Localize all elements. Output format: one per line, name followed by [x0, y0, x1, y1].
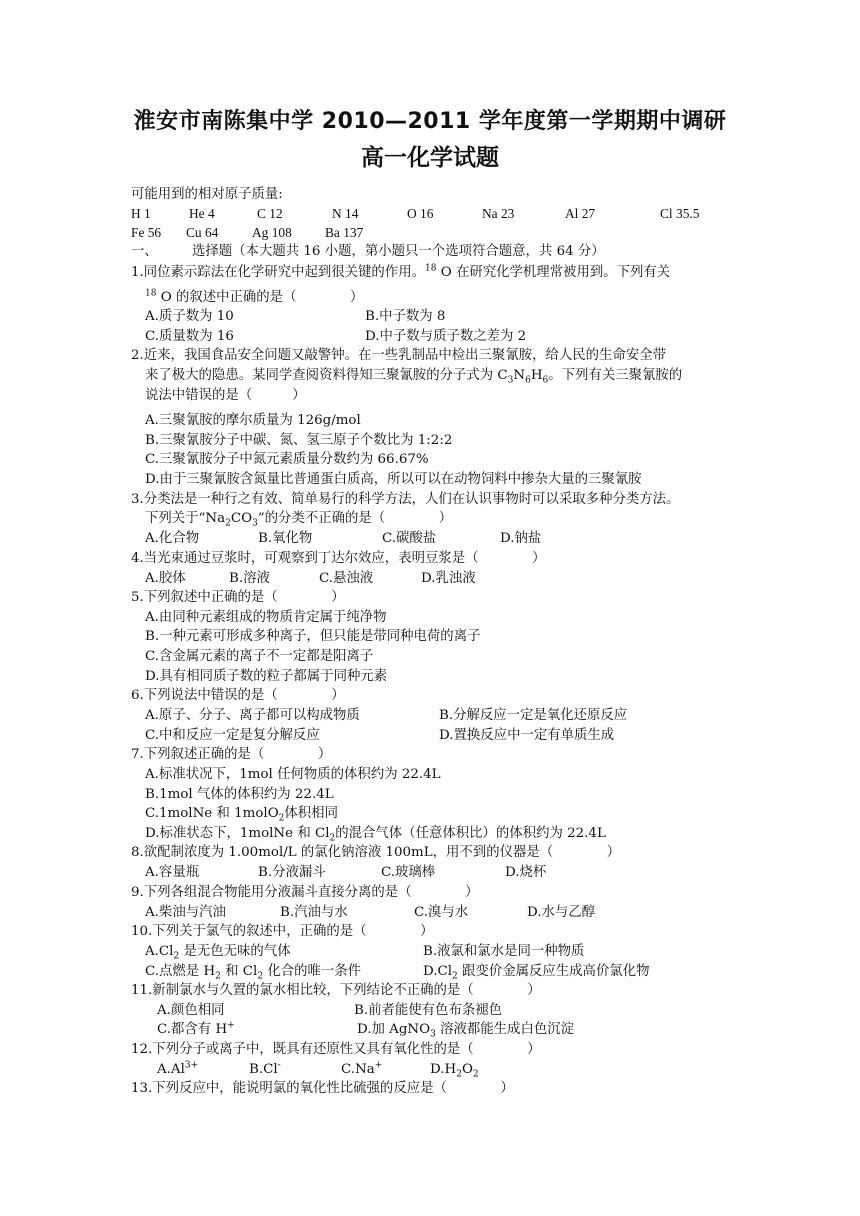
question-7-line-1: 7.下列叙述正确的是（ ）	[131, 747, 332, 762]
mass-fe: Fe 56	[131, 225, 162, 240]
question-11-line-1: 11.新制氯水与久置的氯水相比较，下列结论不正确的是（ ）	[131, 983, 541, 998]
q12-a-sup: 3+	[184, 1060, 199, 1071]
q9-option-a: A.柴油与汽油	[145, 905, 226, 920]
q2-option-b: B.三聚氰胺分子中碳、氮、氢三原子个数比为 1:2:2	[145, 433, 453, 448]
q10-option-a	[145, 943, 291, 960]
q12-d-sub-1: 2	[456, 1069, 462, 1080]
q2-option-c: C.三聚氰胺分子中氮元素质量分数约为 66.67%	[145, 452, 429, 467]
q5-option-a: A.由同种元素组成的物质肯定属于纯净物	[145, 610, 387, 625]
q5-option-c: C.含金属元素的离子不一定都是阳离子	[145, 649, 374, 664]
q4-option-d: D.乳浊液	[421, 571, 476, 586]
question-3-line-1: 3.分类法是一种行之有效、简单易行的科学方法，人们在认识事物时可以采取多种分类方法。	[131, 492, 680, 507]
q2-h: H	[530, 368, 543, 383]
q1-text-c: O 的叙述中正确的是（ ）	[160, 290, 364, 305]
q10-option-b: B.液氯和氯水是同一种物质	[423, 944, 585, 959]
q2-sub-n: 6	[525, 375, 531, 386]
exam-subtitle: 高一化学试题	[361, 145, 499, 171]
q4-option-c: C.悬浊液	[319, 571, 374, 586]
mass-al: Al 27	[565, 206, 596, 221]
q12-d-sub-2: 2	[472, 1069, 479, 1080]
q7-d-sub: 2	[329, 833, 336, 844]
mass-na: Na 23	[482, 206, 515, 221]
q12-option-a	[157, 1061, 198, 1078]
exam-title: 淮安市南陈集中学 2010—2011 学年度第一学期期中调研	[133, 109, 727, 134]
q3-option-d: D.钠盐	[500, 531, 542, 546]
q8-option-c: C.玻璃棒	[381, 865, 436, 880]
mass-n: N 14	[332, 206, 359, 221]
q7-c-text-a: C.1molNe 和 1molO	[145, 806, 279, 821]
q6-option-d: D.置换反应中一定有单质生成	[439, 728, 615, 743]
q7-option-a: A.标准状况下，1mol 任何物质的体积约为 22.4L	[145, 767, 441, 782]
q7-option-c	[145, 805, 338, 822]
q3-option-c: C.碳酸盐	[382, 531, 437, 546]
q3-option-b: B.氧化物	[258, 531, 313, 546]
question-2-line-3: 说法中错误的是（ ）	[145, 388, 306, 403]
question-4-line-1: 4.当光束通过豆浆时，可观察到丁达尔效应，表明豆浆是（ ）	[131, 551, 546, 566]
q2-option-a: A.三聚氰胺的摩尔质量为 126g/mol	[145, 413, 361, 428]
q6-option-b: B.分解反应一定是氧化还原反应	[439, 708, 628, 723]
q12-a-text: A.Al	[157, 1062, 185, 1077]
q10-c-sub-2: 2	[257, 971, 264, 982]
q7-d-text-b: 的混合气体（任意体积比）的体积约为 22.4L	[335, 826, 606, 841]
q12-b-text: B.Cl	[249, 1062, 278, 1077]
q4-option-a: A.胶体	[145, 571, 186, 586]
q6-option-a: A.原子、分子、离子都可以构成物质	[145, 708, 360, 723]
question-6-line-1: 6.下列说法中错误的是（ ）	[131, 688, 345, 703]
q1-isotope-sup: 18	[424, 263, 437, 274]
mass-he: He 4	[189, 206, 215, 221]
q8-option-d: D.烧杯	[505, 865, 547, 880]
q11-option-b: B.前者能使有色布条褪色	[354, 1003, 503, 1018]
q12-c-text: C.Na	[341, 1062, 375, 1077]
atomic-mass-intro: 可能用到的相对原子质量:	[131, 187, 283, 202]
q12-option-d	[430, 1061, 479, 1078]
q2-sub-h: 6	[542, 375, 549, 386]
q7-c-sub: 2	[278, 813, 285, 824]
mass-cl: Cl 35.5	[660, 206, 700, 221]
q10-a-sub: 2	[173, 951, 180, 962]
q9-option-b: B.汽油与水	[280, 905, 348, 920]
q5-option-b: B.一种元素可形成多种离子，但只能是带同种电荷的离子	[145, 629, 481, 644]
mass-cu: Cu 64	[186, 225, 219, 240]
question-12-line-1: 12.下列分子或离子中，既具有还原性又具有氧化性的是（ ）	[131, 1042, 541, 1057]
question-1-line-1	[131, 264, 670, 281]
q1-option-d: D.中子数与质子数之差为 2	[365, 329, 527, 344]
q2-n: N	[513, 368, 526, 383]
q12-option-c	[341, 1061, 382, 1078]
question-2-line-1: 2.近来，我国食品安全问题又敲警钟。在一些乳制品中检出三聚氰胺，给人民的生命安全带	[131, 348, 667, 363]
question-3-line-2	[145, 510, 452, 527]
question-13-line-1: 13.下列反应中，能说明氯的氧化性比硫强的反应是（ ）	[131, 1081, 514, 1096]
q3-text-a: 下列关于“Na	[145, 511, 226, 526]
question-9-line-1: 9.下列各组混合物能用分液漏斗直接分离的是（ ）	[131, 885, 479, 900]
q11-d-text-a: D.加 AgNO	[357, 1022, 431, 1037]
mass-h: H 1	[131, 206, 151, 221]
section-title: 选择题（本大题共 16 小题，第小题只一个选项符合题意，共 64 分）	[192, 244, 605, 259]
q11-c-text-a: C.都含有 H	[157, 1022, 228, 1037]
q7-d-text-a: D.标准状态下，1molNe 和 Cl	[145, 826, 330, 841]
q1-option-c: C.质量数为 16	[145, 329, 234, 344]
q7-c-text-b: 体积相同	[284, 806, 338, 821]
q10-c-text-mid: 和 Cl	[225, 964, 258, 979]
q11-option-a: A.颜色相同	[157, 1003, 225, 1018]
q12-option-b	[249, 1061, 281, 1078]
q9-option-d: D.水与乙醇	[527, 905, 596, 920]
q10-d-text-a: D.Cl	[423, 964, 453, 979]
q7-option-b: B.1mol 气体的体积约为 22.4L	[145, 787, 334, 802]
q2-option-d: D.由于三聚氰胺含氮量比普通蛋白质高，所以可以在动物饲料中掺杂大量的三聚氰胺	[145, 472, 642, 487]
q1-text-a: 1.同位素示踪法在化学研究中起到很关键的作用。	[131, 265, 425, 280]
q2-text-b: 。下列有关三聚氰胺的	[548, 368, 683, 383]
question-5-line-1: 5.下列叙述中正确的是（ ）	[131, 590, 345, 605]
q2-sub-c: 3	[507, 375, 514, 386]
q10-a-text-a: A.Cl	[145, 944, 174, 959]
q10-a-text-b: 是无色无味的气体	[183, 944, 291, 959]
q10-c-sub-1: 2	[215, 971, 221, 982]
mass-o: O 16	[407, 206, 434, 221]
q12-b-sup: -	[277, 1060, 281, 1071]
question-2-line-2	[145, 367, 682, 384]
q11-d-text-b: 溶液都能生成白色沉淀	[440, 1022, 575, 1037]
section-number: 一、	[131, 244, 158, 259]
q7-option-d	[145, 825, 606, 842]
q10-c-text-b: 化合的唯一条件	[267, 964, 362, 979]
q4-option-b: B.溶液	[229, 571, 270, 586]
q3-option-a: A.化合物	[145, 531, 200, 546]
mass-c: C 12	[257, 206, 283, 221]
q1-isotope-sup-2: 18	[145, 288, 157, 299]
q11-d-sub: 3	[430, 1029, 436, 1040]
q11-c-sup: +	[227, 1020, 235, 1031]
q8-option-b: B.分液漏斗	[258, 865, 326, 880]
q11-option-d	[357, 1021, 574, 1038]
mass-ag: Ag 108	[252, 225, 292, 240]
q5-option-d: D.具有相同质子数的粒子都属于同种元素	[145, 669, 388, 684]
q3-text-b: ”的分类不正确的是（ ）	[257, 511, 453, 526]
q6-option-c: C.中和反应一定是复分解反应	[145, 728, 320, 743]
q10-c-text-a: C.点燃是 H	[145, 964, 216, 979]
q12-d-text-a: D.H	[430, 1062, 457, 1077]
question-1-line-2	[145, 289, 363, 306]
q8-option-a: A.容量瓶	[145, 865, 200, 880]
q2-text-a: 来了极大的隐患。某同学查阅资料得知三聚氰胺的分子式为 C	[145, 368, 508, 383]
q11-option-c	[157, 1021, 235, 1038]
q1-text-b: O 在研究化学机理常被用到。下列有关	[440, 265, 671, 280]
q10-option-c	[145, 963, 361, 980]
mass-ba: Ba 137	[325, 225, 364, 240]
q12-d-text-mid: O	[461, 1062, 473, 1077]
q3-co: CO	[230, 511, 253, 526]
q10-d-sub: 2	[452, 971, 458, 982]
q3-sub-o: 3	[252, 518, 258, 529]
q1-option-b: B.中子数为 8	[365, 309, 446, 324]
q10-option-d	[423, 963, 650, 980]
q12-c-sup: +	[374, 1060, 383, 1071]
q9-option-c: C.溴与水	[414, 905, 469, 920]
question-10-line-1: 10.下列关于氯气的叙述中，正确的是（ ）	[131, 924, 434, 939]
question-8-line-1: 8.欲配制浓度为 1.00mol/L 的氯化钠溶液 100mL，用不到的仪器是（ ）	[131, 845, 621, 860]
q1-option-a: A.质子数为 10	[145, 309, 234, 324]
q10-d-text-b: 跟变价金属反应生成高价氯化物	[462, 964, 650, 979]
q3-sub-na: 2	[225, 518, 231, 529]
